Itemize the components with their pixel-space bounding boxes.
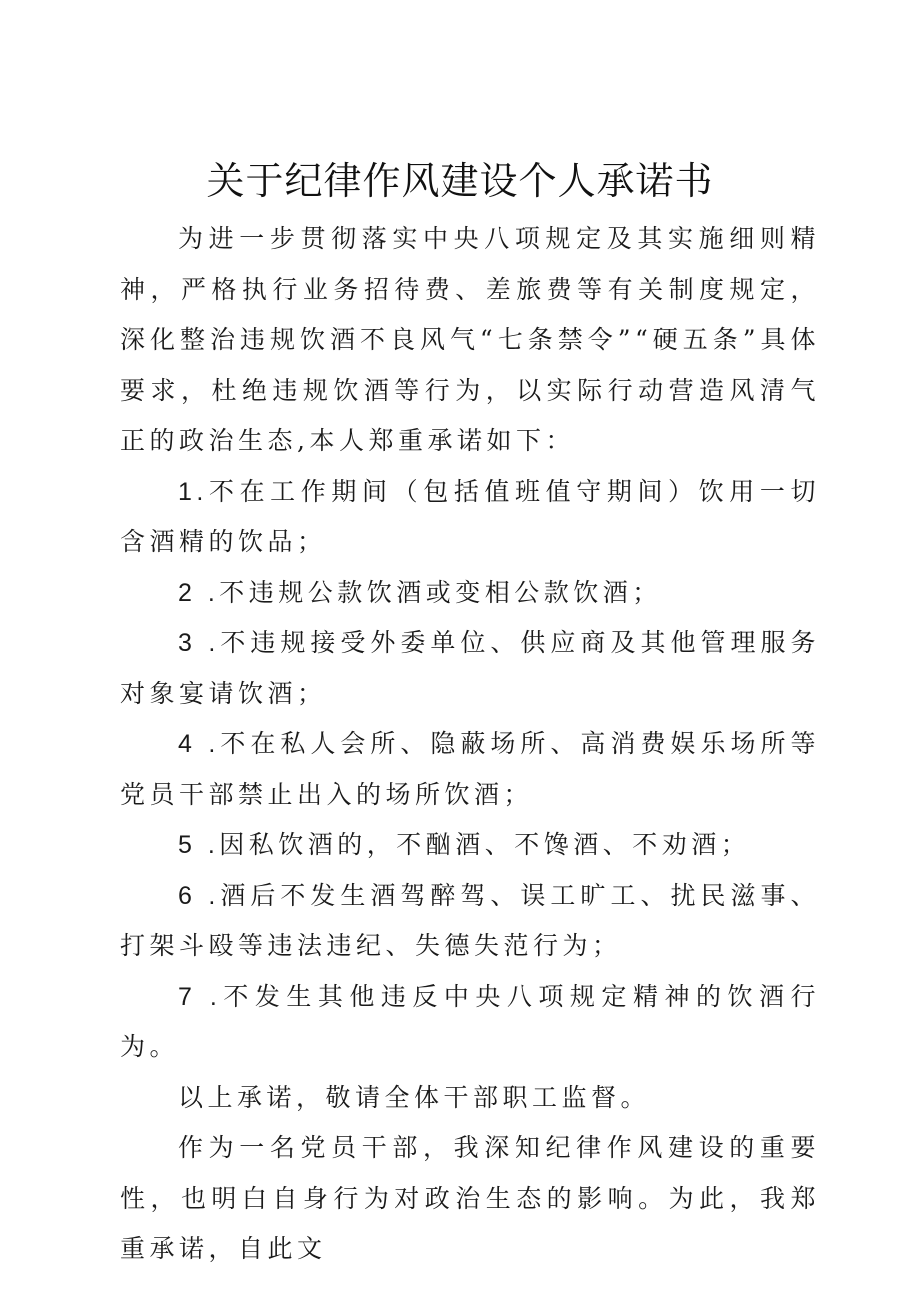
commitment-item-6 bbox=[120, 871, 820, 972]
commitment-text: 酒后不发生酒驾醉驾、误工旷工、扰民滋事、打架斗殴等违法违纪、失德失范行为； bbox=[120, 880, 820, 960]
supervision-paragraph: 以上承诺，敬请全体干部职工监督。 bbox=[178, 1082, 651, 1112]
commitment-text: 不在私人会所、隐蔽场所、高消费娱乐场所等党员干部禁止出入的场所饮酒； bbox=[120, 729, 820, 809]
commitment-item-1 bbox=[120, 467, 820, 568]
commitment-number: 1. bbox=[178, 477, 208, 506]
commitment-item-7 bbox=[120, 972, 820, 1073]
commitment-number: 3 . bbox=[178, 629, 220, 657]
closing-paragraph: 作为一名党员干部，我深知纪律作风建设的重要性，也明白自身行为对政治生态的影响。为此，我郑重承诺，自此文 bbox=[120, 1133, 820, 1263]
commitment-number: 2 . bbox=[178, 578, 220, 607]
commitment-text: 不发生其他违反中央八项规定精神的饮酒行为。 bbox=[120, 981, 820, 1061]
commitment-text: 不违规公款饮酒或变相公款饮酒； bbox=[219, 577, 662, 607]
commitment-item-4 bbox=[120, 719, 820, 820]
commitment-text: 不在工作期间（包括值班值守期间）饮用一切含酒精的饮品； bbox=[120, 476, 820, 556]
intro-paragraph: 为进一步贯彻落实中央八项规定及其实施细则精神，严格执行业务招待费、差旅费等有关制度规定，深化整治违规饮酒不良风气“七条禁令”“硬五条”具体要求，杜绝违规饮酒等行为，以实际行动营造风清气正的政治生态,本人郑重承诺如下： bbox=[120, 224, 820, 455]
document-body bbox=[120, 214, 820, 1275]
commitment-item-2 bbox=[120, 568, 820, 619]
commitment-text: 因私饮酒的，不酗酒、不馋酒、不劝酒； bbox=[219, 830, 751, 859]
document-title: 关于纪律作风建设个人承诺书 bbox=[206, 159, 714, 203]
commitment-number: 5 . bbox=[178, 831, 220, 859]
commitment-item-3 bbox=[120, 618, 820, 719]
commitment-number: 4 . bbox=[178, 730, 220, 758]
commitment-number: 6 . bbox=[178, 881, 220, 910]
commitment-item-5 bbox=[120, 820, 820, 871]
commitment-number: 7 . bbox=[178, 982, 222, 1011]
commitment-text: 不违规接受外委单位、供应商及其他管理服务对象宴请饮酒； bbox=[120, 628, 820, 708]
